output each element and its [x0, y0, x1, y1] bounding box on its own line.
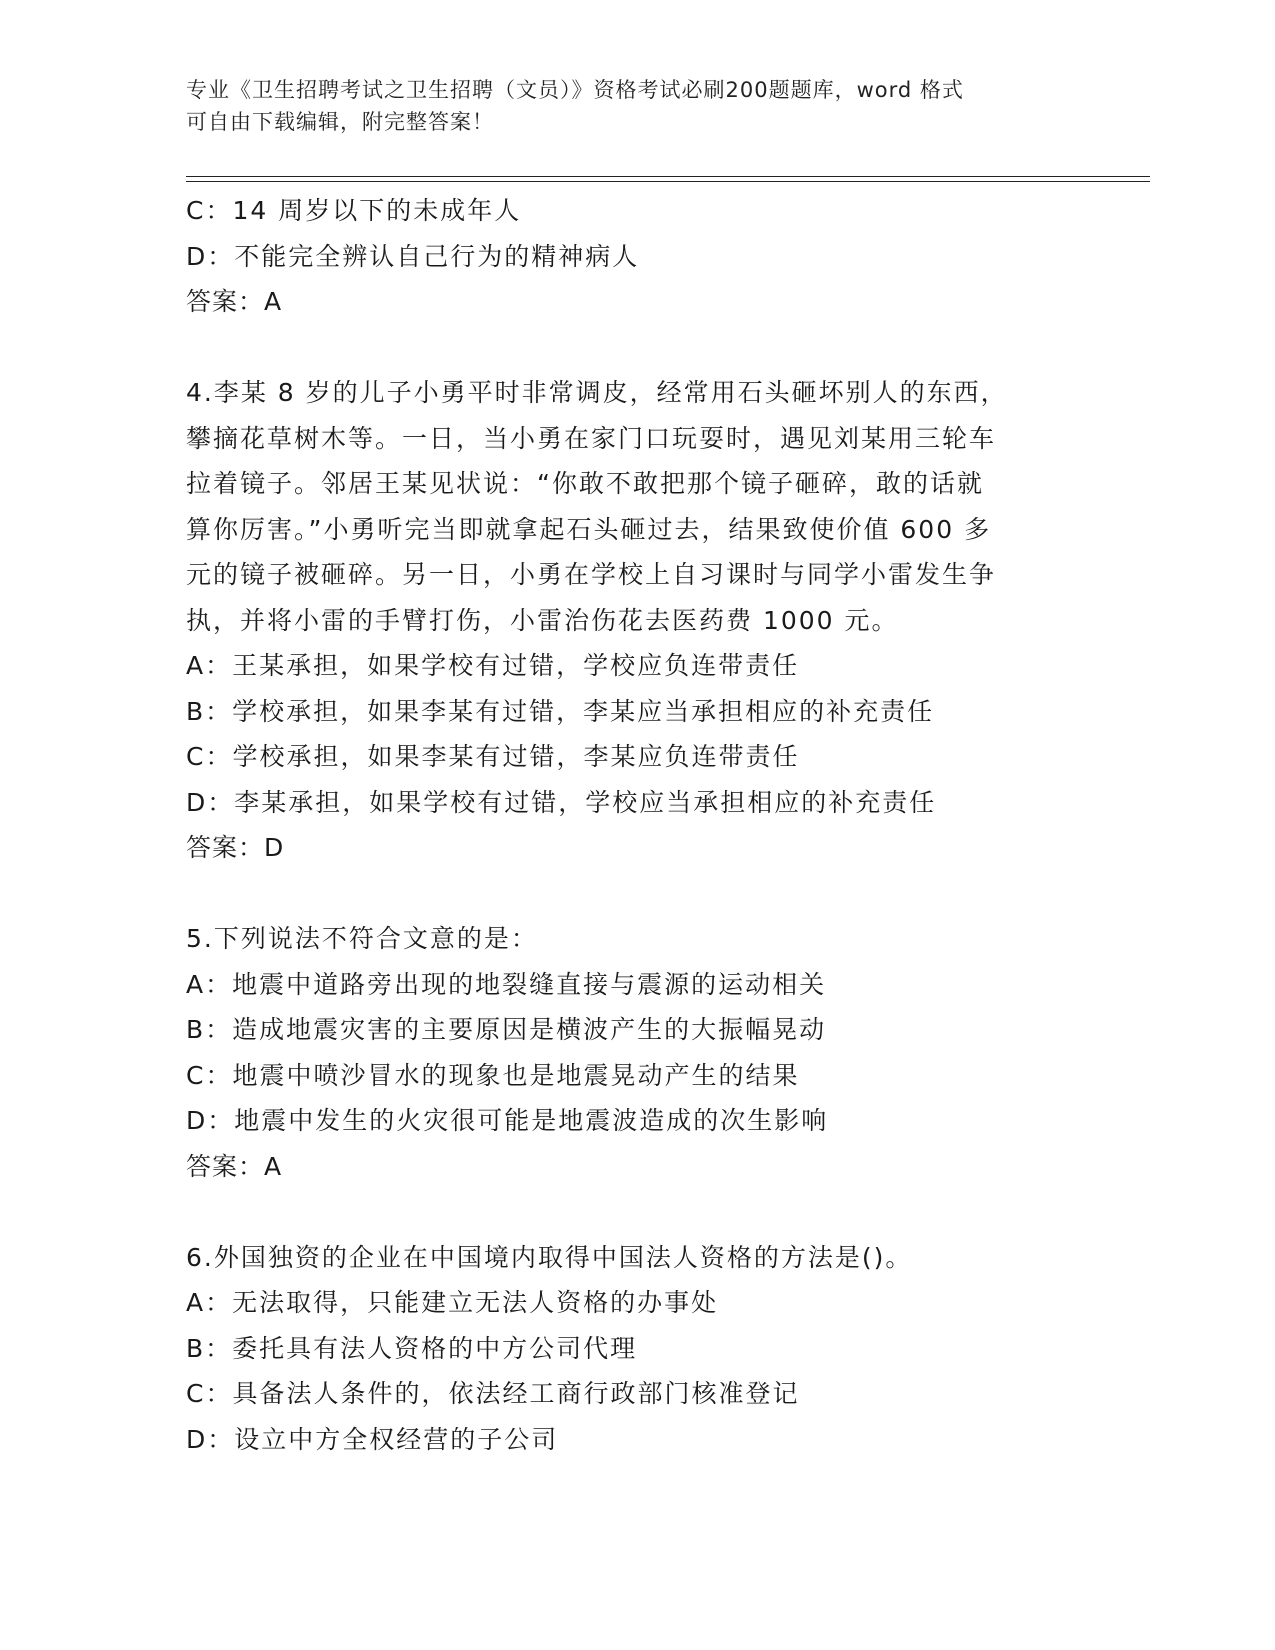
- stem-line: 拉着镜子。邻居王某见状说：“你敢不敢把那个镜子砸碎，敢的话就: [186, 469, 984, 498]
- header-title-line-2: 可自由下载编辑，附完整答案！: [186, 110, 494, 134]
- option-d: D：李某承担，如果学校有过错，学校应当承担相应的补充责任: [186, 787, 937, 817]
- spacer: [186, 325, 1086, 371]
- option-a: A：无法取得，只能建立无法人资格的办事处: [186, 1288, 719, 1317]
- question-4: [186, 370, 1086, 871]
- question-stem: 6.外国独资的企业在中国境内取得中国法人资格的方法是()。: [186, 1242, 913, 1272]
- option-b: B：造成地震灾害的主要原因是横波产生的大振幅晃动: [186, 1015, 827, 1044]
- header-title-line-1: 专业《卫生招聘考试之卫生招聘（文员）》资格考试必刷200题题库，word 格式: [186, 78, 964, 102]
- option-c: C：14 周岁以下的未成年人: [186, 196, 522, 225]
- document-header: [186, 74, 1066, 138]
- option-c: C：地震中喷沙冒水的现象也是地震晃动产生的结果: [186, 1060, 800, 1090]
- stem-line: 执，并将小雷的手臂打伤，小雷治伤花去医药费 1000 元。: [186, 605, 899, 635]
- stem-line: 元的镜子被砸碎。另一日，小勇在学校上自习课时与同学小雷发生争: [186, 560, 997, 589]
- question-3-tail: [186, 188, 1086, 325]
- question-list: [186, 188, 1086, 1462]
- question-5: [186, 916, 1086, 1189]
- option-d: D：设立中方全权经营的子公司: [186, 1424, 559, 1454]
- option-c: C：学校承担，如果李某有过错，李某应负连带责任: [186, 742, 800, 771]
- header-divider-bottom: [186, 181, 1150, 182]
- answer: 答案：A: [186, 287, 283, 316]
- option-a: A：地震中道路旁出现的地裂缝直接与震源的运动相关: [186, 969, 827, 999]
- stem-line: 攀摘花草树木等。一日，当小勇在家门口玩耍时，遇见刘某用三轮车: [186, 423, 997, 453]
- option-d: D：地震中发生的火灾很可能是地震波造成的次生影响: [186, 1106, 829, 1135]
- question-stem: [186, 370, 1046, 643]
- spacer: [186, 871, 1086, 917]
- header-divider-top: [186, 176, 1150, 177]
- question-stem: 5.下列说法不符合文意的是：: [186, 924, 538, 953]
- stem-line: 算你厉害。”小勇听完当即就拿起石头砸过去，结果致使价值 600 多: [186, 514, 992, 544]
- option-c: C：具备法人条件的，依法经工商行政部门核准登记: [186, 1379, 800, 1408]
- answer: 答案：A: [186, 1151, 283, 1181]
- question-6: [186, 1235, 1086, 1463]
- answer: 答案：D: [186, 833, 285, 862]
- option-d: D：不能完全辨认自己行为的精神病人: [186, 241, 640, 271]
- option-b: B：学校承担，如果李某有过错，李某应当承担相应的补充责任: [186, 696, 935, 726]
- spacer: [186, 1189, 1086, 1235]
- option-a: A：王某承担，如果学校有过错，学校应负连带责任: [186, 651, 800, 680]
- stem-line: 4.李某 8 岁的儿子小勇平时非常调皮，经常用石头砸坏别人的东西，: [186, 378, 1008, 407]
- option-b: B：委托具有法人资格的中方公司代理: [186, 1333, 638, 1363]
